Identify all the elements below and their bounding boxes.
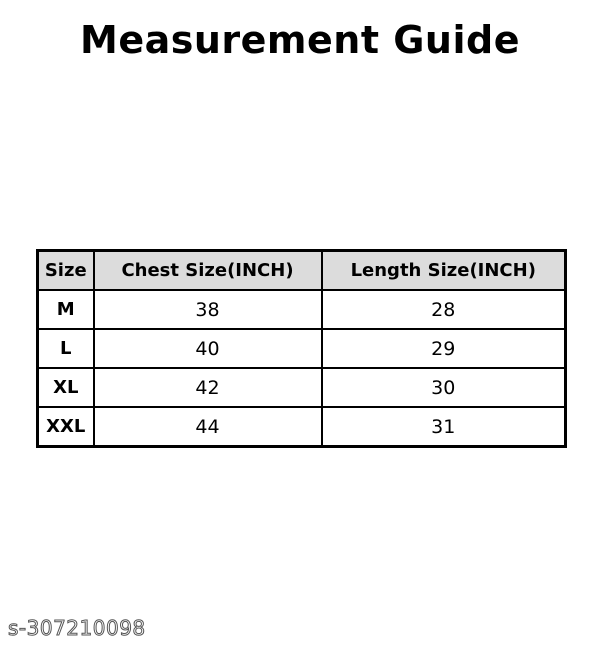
- length-cell: 28: [322, 290, 566, 329]
- chest-cell: 44: [94, 407, 322, 447]
- table-row: [38, 368, 566, 407]
- header-chest-size: Chest Size(INCH): [94, 251, 322, 291]
- table-row: [38, 290, 566, 329]
- measurement-table: [36, 249, 567, 448]
- table-header-row: [38, 251, 566, 291]
- length-cell: 31: [322, 407, 566, 447]
- length-cell: 29: [322, 329, 566, 368]
- chest-cell: 40: [94, 329, 322, 368]
- size-cell: M: [38, 290, 94, 329]
- watermark-id: s-307210098: [8, 616, 146, 640]
- table-row: [38, 329, 566, 368]
- measurement-table-container: [36, 249, 567, 448]
- table-row: [38, 407, 566, 447]
- length-cell: 30: [322, 368, 566, 407]
- size-cell: L: [38, 329, 94, 368]
- header-length-size: Length Size(INCH): [322, 251, 566, 291]
- size-cell: XXL: [38, 407, 94, 447]
- size-cell: XL: [38, 368, 94, 407]
- chest-cell: 42: [94, 368, 322, 407]
- page-title: Measurement Guide: [80, 18, 520, 62]
- header-size: Size: [38, 251, 94, 291]
- chest-cell: 38: [94, 290, 322, 329]
